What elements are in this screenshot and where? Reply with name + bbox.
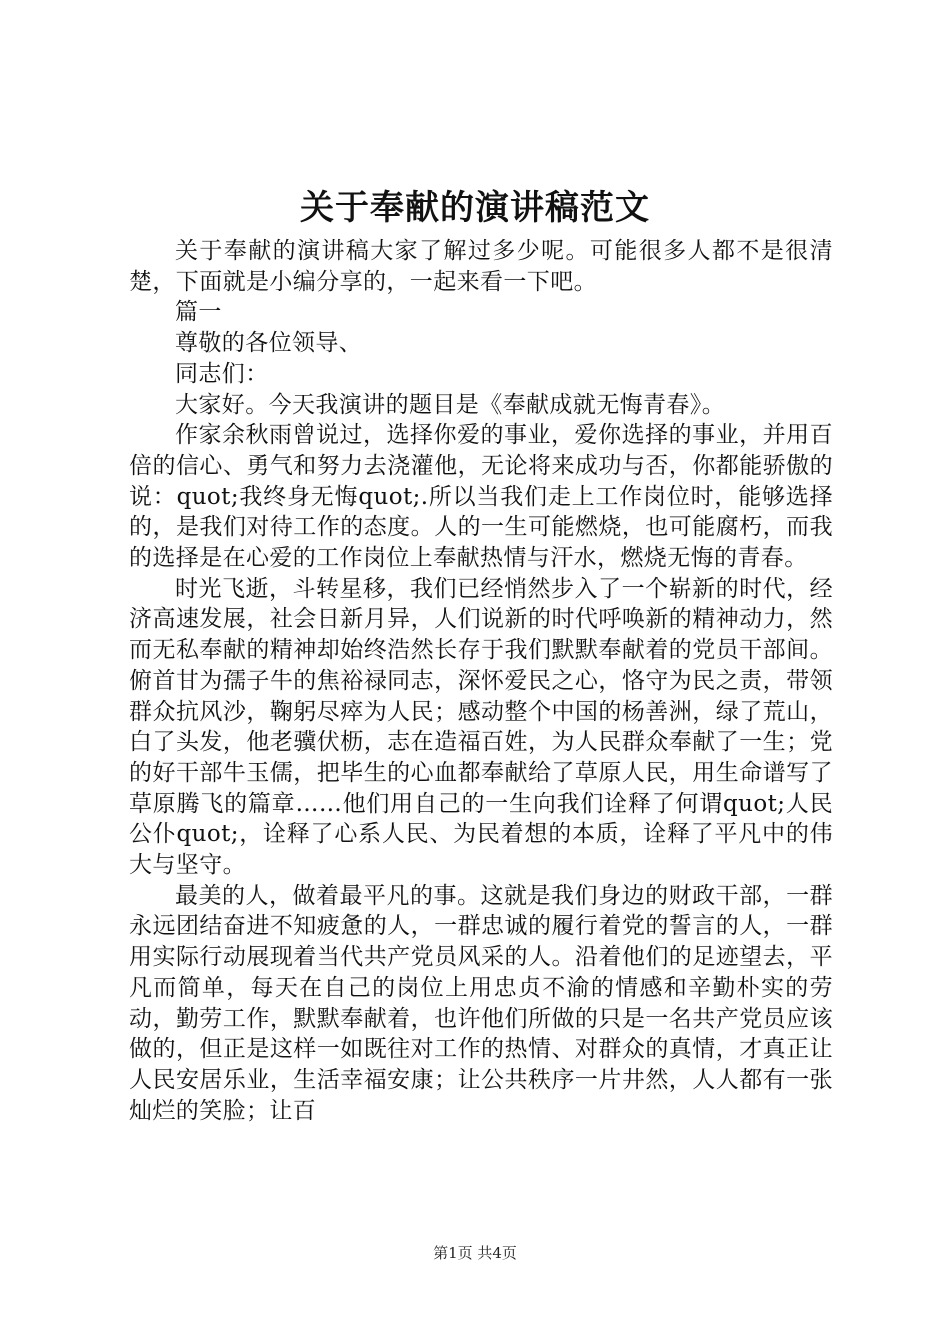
document-title: 关于奉献的演讲稿范文 bbox=[300, 188, 650, 228]
paragraph: 尊敬的各位领导、 bbox=[175, 330, 363, 357]
paragraph: 大家好。今天我演讲的题目是《奉献成就无悔青春》。 bbox=[175, 391, 726, 418]
page-number-footer: 第1页 共4页 bbox=[433, 1244, 517, 1262]
document-body bbox=[129, 236, 833, 1126]
paragraph: 篇一 bbox=[175, 299, 222, 326]
paragraph: 作家余秋雨曾说过，选择你爱的事业，爱你选择的事业，并用百倍的信心、勇气和努力去浇灌他，无论将来成功与否，你都能骄傲的说：quot;我终身无悔quot;.所以当我们走上工作岗位时，能够选择的，是我们对待工作的态度。人的一生可能燃烧，也可能腐朽，而我的选择是在心爱的工作岗位上奉献热情与汗水，燃烧无悔的青春。 bbox=[129, 422, 833, 572]
paragraph: 同志们： bbox=[175, 360, 269, 387]
paragraph: 最美的人，做着最平凡的事。这就是我们身边的财政干部，一群永远团结奋进不知疲惫的人，一群忠诚的履行着党的誓言的人，一群用实际行动展现着当代共产党员风采的人。沿着他们的足迹望去，平凡而简单，每天在自己的岗位上用忠贞不渝的情感和辛勤朴实的劳动，勤劳工作，默默奉献着，也许他们所做的只是一名共产党员应该做的，但正是这样一如既往对工作的热情、对群众的真情，才真正让人民安居乐业，生活幸福安康；让公共秩序一片井然，人人都有一张灿烂的笑脸；让百 bbox=[129, 882, 833, 1124]
paragraph: 时光飞逝，斗转星移，我们已经悄然步入了一个崭新的时代，经济高速发展，社会日新月异，人们说新的时代呼唤新的精神动力，然而无私奉献的精神却始终浩然长存于我们默默奉献着的党员干部间。俯首甘为孺子牛的焦裕禄同志，深怀爱民之心，恪守为民之责，带领群众抗风沙，鞠躬尽瘁为人民；感动整个中国的杨善洲，绿了荒山，白了头发，他老骥伏枥，志在造福百姓，为人民群众奉献了一生；党的好干部牛玉儒，把毕生的心血都奉献给了草原人民，用生命谱写了草原腾飞的篇章……他们用自己的一生向我们诠释了何谓quot;人民公仆quot;，诠释了心系人民、为民着想的本质，诠释了平凡中的伟大与坚守。 bbox=[129, 575, 833, 879]
paragraph: 关于奉献的演讲稿大家了解过多少呢。可能很多人都不是很清楚，下面就是小编分享的，一起来看一下吧。 bbox=[129, 238, 833, 295]
